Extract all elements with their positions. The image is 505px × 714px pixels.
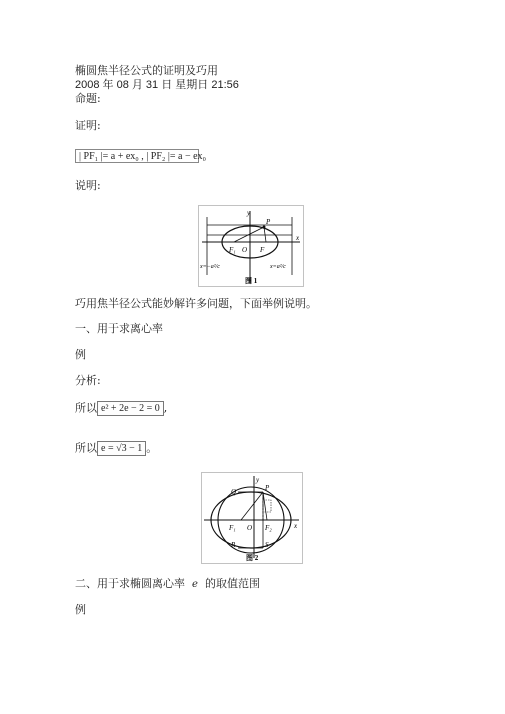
focal-radius-formula: | PF₁ |= a + ex₀ , | PF₂ |= a − ex₀ [75,149,199,163]
doc-datetime: 2008 年 08 月 31 日 星期日 21:56 [75,79,239,91]
result-1-prefix: 所以 [75,401,97,415]
fig2-label-o: O [247,524,253,532]
figure-1 [198,205,304,287]
proof-label: 证明: [75,119,101,132]
fig1-label-x: x [296,234,300,242]
fig2-label-f2: F₂ [265,524,272,532]
result-line-2 [75,441,157,456]
fig2-label-x: x [294,522,298,530]
analysis-label: 分析: [75,374,101,387]
fig2-label-q: Q [231,488,237,496]
intro-text: 巧用焦半径公式能妙解许多问题，下面举例说明。 [75,297,317,310]
section-2-suffix: 的取值范围 [205,577,260,590]
figure-1-graphic [198,205,304,287]
fig2-label-s: S [265,541,269,549]
result-2-prefix: 所以 [75,441,97,455]
fig1-label-p: P [266,218,271,226]
fig2-label-p: P [265,484,270,492]
result-2-equation: e = √3 − 1 [97,441,146,456]
example-2-label: 例 [75,603,86,616]
section-1-heading: 一、用于求离心率 [75,322,163,335]
fig1-caption: 图 1 [245,277,258,285]
fig1-label-y: y [247,209,251,217]
fig1-label-right-directrix: x=a²/c [270,264,286,270]
result-1-equation: e² + 2e − 2 = 0 [97,401,164,416]
doc-title: 椭圆焦半径公式的证明及巧用 [75,64,218,77]
section-2-prefix: 二、用于求椭圆离心率 [75,577,185,590]
explanation-label: 说明: [75,179,101,192]
fig2-label-f1: F₁ [229,524,236,532]
section-2-heading [75,577,260,592]
fig1-label-o: O [242,246,248,254]
result-line-1 [75,401,167,416]
fig2-label-y: y [256,476,260,484]
proposition-label: 命题: [75,92,101,105]
example-1-label: 例 [75,348,86,361]
fig1-label-f: F [260,246,265,254]
figure-2-graphic [201,472,303,564]
fig2-label-r: R [231,541,236,549]
result-1-suffix: , [163,401,168,415]
result-2-suffix: 。 [146,441,158,455]
fig1-label-left-directrix: x=−a²/c [200,264,220,270]
fig2-caption: 图 2 [246,554,259,562]
section-2-symbol: e [192,579,198,590]
figure-2 [201,472,303,564]
fig1-label-f1: F₁ [229,246,236,254]
